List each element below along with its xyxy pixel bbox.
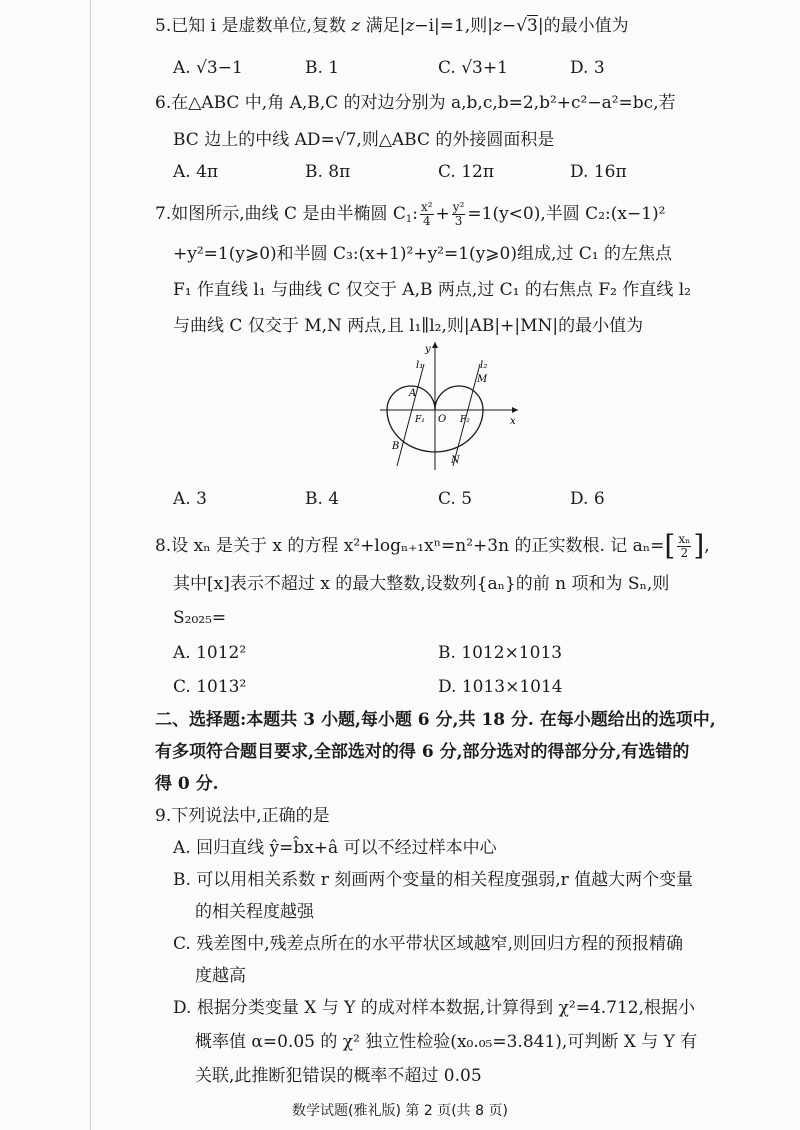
q5-option-b: B. 1: [305, 58, 340, 78]
section2-instructions-line2: 有多项符合题目要求,全部选对的得 6 分,部分选对的得部分分,有选错的: [155, 742, 690, 762]
q8-option-c: C. 1013²: [173, 677, 247, 697]
q9-option-b-line2: 的相关程度越强: [195, 902, 314, 922]
q9-option-a: A. 回归直线 ŷ=b̂x+â 可以不经过样本中心: [173, 838, 497, 858]
q7-curve-figure: [380, 340, 520, 470]
q6-stem-line1: 6.在△ABC 中,角 A,B,C 的对边分别为 a,b,c,b=2,b²+c²−a²=bc,若: [155, 93, 676, 113]
q6-option-c: C. 12π: [438, 162, 495, 182]
x-axis-arrow: [512, 407, 518, 413]
q6-option-b: B. 8π: [305, 162, 351, 182]
q8-stem-line3: S₂₀₂₅=: [173, 608, 227, 628]
q5-stem: 5.已知 i 是虚数单位,复数 z 满足|z−i|=1,则|z−√3|的最小值为: [155, 16, 629, 36]
q7-stem-line2: +y²=1(y⩾0)和半圆 C₃:(x+1)²+y²=1(y⩾0)组成,过 C₁ 的左焦点: [173, 244, 673, 264]
q6-option-a: A. 4π: [173, 162, 219, 182]
q8-stem-line1: 8.设 xₙ 是关于 x 的方程 x²+logₙ₊₁xⁿ=n²+3n 的正实数根. 记 aₙ=[ $\frac{\text{xₙ}}{2}$ ],: [155, 529, 710, 562]
label-n: N: [451, 455, 460, 466]
q8-option-b: B. 1012×1013: [438, 643, 563, 663]
y-axis-arrow: [432, 342, 438, 348]
label-m: M: [477, 374, 488, 385]
label-y: y: [425, 344, 431, 355]
q7-option-d: D. 6: [570, 489, 605, 509]
q8-option-a: A. 1012²: [173, 643, 247, 663]
label-f1: F₁: [415, 415, 425, 425]
page-margin-line: [90, 0, 91, 1130]
q5-option-a: A. √3−1: [173, 58, 243, 78]
q7-stem-line4: 与曲线 C 仅交于 M,N 两点,且 l₁∥l₂,则|AB|+|MN|的最小值为: [173, 316, 644, 336]
q7-stem-line1: 7.如图所示,曲线 C 是由半椭圆 $C_1$: $\frac{\text{x²}}{4}$ + $\frac{\text{y²}}{3}$ =1(y<0),半圆 C₂:(x−1)²: [155, 200, 666, 228]
label-f2: F₂: [460, 415, 470, 425]
q7-option-a: A. 3: [173, 489, 207, 509]
q7-option-b: B. 4: [305, 489, 340, 509]
q9-stem: 9.下列说法中,正确的是: [155, 806, 330, 826]
q8-option-d: D. 1013×1014: [438, 677, 563, 697]
section2-instructions-line3: 得 0 分.: [155, 774, 219, 794]
q7-option-c: C. 5: [438, 489, 473, 509]
q9-option-d-line1: D. 根据分类变量 X 与 Y 的成对样本数据,计算得到 χ²=4.712,根据小: [173, 998, 696, 1018]
q5-option-d: D. 3: [570, 58, 605, 78]
section2-instructions-line1: 二、选择题:本题共 3 小题,每小题 6 分,共 18 分. 在每小题给出的选项中,: [155, 710, 716, 730]
q7-stem-line3: F₁ 作直线 l₁ 与曲线 C 仅交于 A,B 两点,过 C₁ 的右焦点 F₂ 作直线 l₂: [173, 280, 691, 300]
q8-stem-line2: 其中[x]表示不超过 x 的最大整数,设数列{aₙ}的前 n 项和为 Sₙ,则: [173, 574, 670, 594]
q6-stem-line2: BC 边上的中线 AD=√7,则△ABC 的外接圆面积是: [173, 130, 555, 150]
label-a: A: [409, 388, 417, 399]
label-x: x: [510, 416, 516, 427]
label-b: B: [392, 441, 400, 452]
q6-option-d: D. 16π: [570, 162, 627, 182]
q5-option-c: C. √3+1: [438, 58, 508, 78]
q9-option-c-line2: 度越高: [195, 966, 246, 986]
label-l1: l₁: [416, 360, 424, 371]
page-footer: 数学试题(雅礼版) 第 2 页(共 8 页): [292, 1103, 508, 1119]
q9-option-d-line2: 概率值 α=0.05 的 χ² 独立性检验(x₀.₀₅=3.841),可判断 X 与 Y 有: [195, 1032, 698, 1052]
q9-option-c-line1: C. 残差图中,残差点所在的水平带状区域越窄,则回归方程的预报精确: [173, 934, 684, 954]
q9-option-d-line3: 关联,此推断犯错误的概率不超过 0.05: [195, 1066, 482, 1086]
q9-option-b-line1: B. 可以用相关系数 r 刻画两个变量的相关程度强弱,r 值越大两个变量: [173, 870, 694, 890]
label-l2: l₂: [480, 360, 488, 371]
label-o: O: [438, 414, 447, 425]
